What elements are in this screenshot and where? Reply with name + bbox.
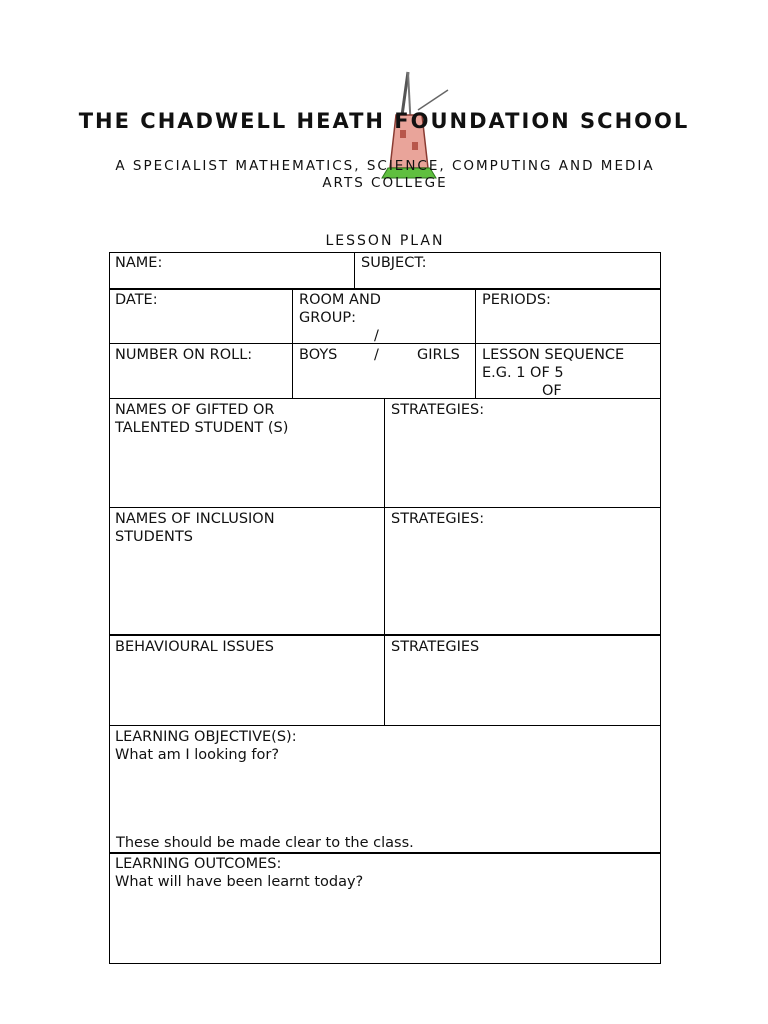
inclusion-strategies-label: STRATEGIES: (391, 511, 485, 527)
number-on-roll-field[interactable] (109, 345, 292, 398)
boys-girls-slash: / (374, 347, 379, 363)
learning-objectives-question: What am I looking for? (115, 747, 280, 763)
behaviour-strategies-field[interactable] (385, 637, 661, 725)
periods-label: PERIODS: (482, 292, 551, 308)
gifted-label-line2: TALENTED STUDENT (S) (115, 420, 289, 436)
lesson-sequence-field[interactable] (476, 345, 661, 398)
learning-outcomes-field[interactable] (109, 854, 661, 962)
room-group-field[interactable] (293, 290, 475, 343)
date-label: DATE: (115, 292, 158, 308)
girls-label: GIRLS (417, 347, 460, 363)
school-title: THE CHADWELL HEATH FOUNDATION SCHOOL (78, 109, 690, 133)
behaviour-strategies-label: STRATEGIES (391, 639, 480, 655)
gifted-label-line1: NAMES OF GIFTED OR (115, 402, 275, 418)
subject-label: SUBJECT: (361, 255, 427, 271)
inclusion-label-line1: NAMES OF INCLUSION (115, 511, 275, 527)
boys-girls-field[interactable] (293, 345, 475, 398)
form-heading: LESSON PLAN (325, 233, 445, 249)
date-field[interactable] (109, 290, 292, 343)
inclusion-strategies-field[interactable] (385, 509, 661, 634)
inclusion-label-line2: STUDENTS (115, 529, 193, 545)
room-group-label-line2: GROUP: (299, 310, 356, 326)
behavioural-issues-label: BEHAVIOURAL ISSUES (115, 639, 274, 655)
learning-objectives-note: These should be made clear to the class. (116, 835, 414, 851)
learning-outcomes-label: LEARNING OUTCOMES: (115, 856, 282, 872)
room-group-slash: / (374, 328, 379, 344)
gifted-strategies-label: STRATEGIES: (391, 402, 485, 418)
lesson-sequence-example: E.G. 1 OF 5 (482, 365, 564, 381)
inclusion-students-field[interactable] (109, 509, 384, 634)
number-on-roll-label: NUMBER ON ROLL: (115, 347, 253, 363)
boys-label: BOYS (299, 347, 338, 363)
behavioural-issues-field[interactable] (109, 637, 384, 725)
name-label: NAME: (115, 255, 163, 271)
periods-field[interactable] (476, 290, 661, 343)
room-group-label-line1: ROOM AND (299, 292, 381, 308)
learning-objectives-label: LEARNING OBJECTIVE(S): (115, 729, 297, 745)
lesson-sequence-of: OF (542, 383, 562, 399)
learning-outcomes-question: What will have been learnt today? (115, 874, 364, 890)
school-subtitle: A SPECIALIST MATHEMATICS, SCIENCE, COMPUTING AND MEDIA ARTS COLLEGE (115, 158, 655, 191)
subject-field[interactable] (355, 253, 661, 288)
learning-objectives-field[interactable] (109, 727, 661, 852)
lesson-sequence-label: LESSON SEQUENCE (482, 347, 625, 363)
name-field[interactable] (109, 253, 354, 288)
gifted-students-field[interactable] (109, 400, 384, 507)
gifted-strategies-field[interactable] (385, 400, 661, 507)
